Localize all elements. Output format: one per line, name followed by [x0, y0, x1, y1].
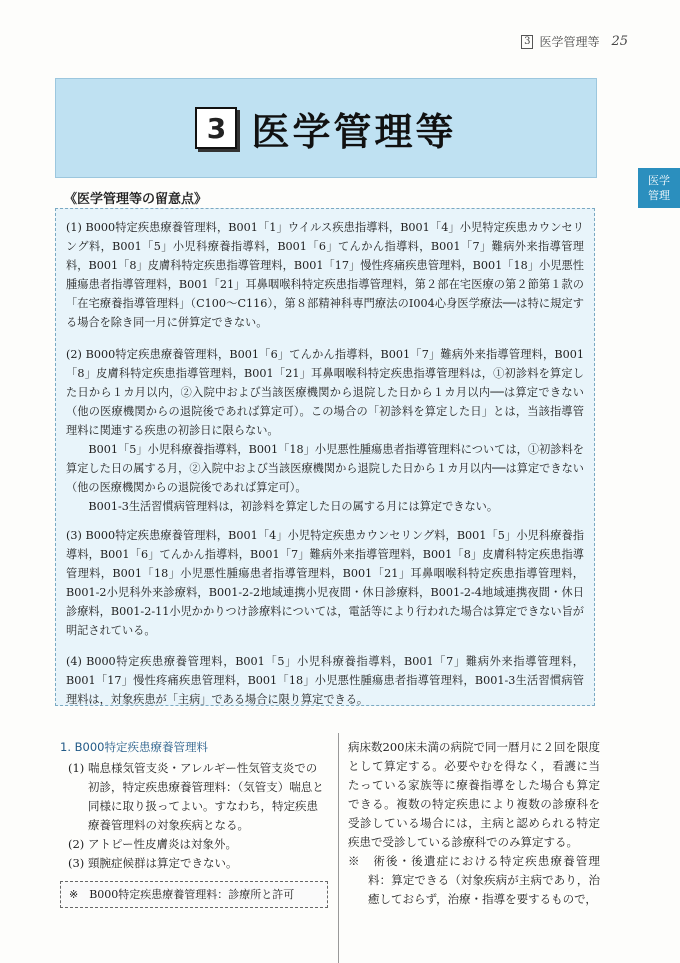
- section-1-item-2: (2) アトピー性皮膚炎は対象外。: [68, 837, 237, 851]
- note-item-1-text: (1) B000特定疾患療養管理料，B001「1」ウイルス疾患指導料，B001「4」小児特定疾患カウンセリング料，B001「5」小児科療養指導料，B001「6」てんかん指導料，B001「7」難病外来指導管理料，B001「8」皮膚科特定疾患指導管理料，B001「17」慢性疼痛疾患管理料，B001「18」小児悪性腫瘍患者指導管理料，B001「21」耳鼻咽喉科特定疾患指導管理料，第２部在宅医療の第２節第１款の「在宅療養指導管理料」（C100〜C116），第８部精神科専門療法のI004心身医学療法──は特に規定する場合を除き同一月に併算定できない。: [66, 221, 584, 329]
- side-index-tab: [638, 168, 680, 208]
- section-1-item-3: (3) 頸腕症候群は算定できない。: [68, 856, 238, 870]
- side-tab-line2: 管理: [648, 189, 670, 202]
- running-header-title: 医学管理等: [539, 35, 600, 49]
- column-divider: [338, 733, 339, 963]
- note-item-2-text3: B001-3生活習慣病管理料は，初診料を算定した日の属する月には算定できない。: [88, 500, 499, 513]
- chapter-title: 医学管理等: [251, 109, 457, 154]
- note-item-4: [66, 652, 584, 709]
- right-column: [348, 738, 600, 909]
- note-item-3: [66, 526, 584, 640]
- page-number: 25: [611, 34, 628, 49]
- note-item-3-text: (3) B000特定疾患療養管理料，B001「4」小児特定疾患カウンセリング料，B001「5」小児科療養指導料，B001「6」てんかん指導料，B001「7」難病外来指導管理料，B001「8」皮膚科特定疾患指導管理料，B001「18」小児悪性腫瘍患者指導管理料，B001「21」耳鼻咽喉科特定疾患指導管理料，B001-2小児科外来診療料，B001-2-2地域連携小児夜間・休日診療料，B001-2-4地域連携夜間・休日診療料，B001-2-11小児かかりつけ診療料については，電話等により行われた場合は算定できない旨が明記されている。: [66, 529, 584, 637]
- note-item-2-text: (2) B000特定疾患療養管理料，B001「6」てんかん指導料，B001「7」難病外来指導管理料，B001「8」皮膚科特定疾患指導管理料，B001「21」耳鼻咽喉科特定疾患指導管理料は，①初診料を算定した日から１カ月以内，②入院中および当該医療機関から退院した日から１カ月以内──は算定できない（他の医療機関からの退院後であれば算定可）。この場合の「初診料を算定した日」とは，当該指導管理料に関連する疾患の初診日に限らない。: [66, 348, 584, 437]
- right-column-para-2: ※ 術後・後遺症における特定疾患療養管理料：算定できる（対象疾病が主病であり，治癒しておらず，治療・指導を要するもので，: [348, 854, 600, 906]
- running-header: [521, 33, 628, 50]
- side-tab-line1: 医学: [648, 174, 670, 187]
- section-1-note-box: ※ B000特定疾患療養管理料：診療所と許可: [60, 881, 328, 908]
- note-item-2: [66, 345, 584, 516]
- section-1: [60, 738, 328, 908]
- right-column-para-1: 病床数200床未満の病院で同一暦月に２回を限度として算定する。必要やむを得なく，看護に当たっている家族等に療養指導をした場合も算定できる。複数の特定疾患により複数の診療科を受診している場合には，主病と認められる特定疾患で受診している診療科でのみ算定する。: [348, 740, 600, 849]
- note-item-4-text: (4) B000特定疾患療養管理料，B001「5」小児科療養指導料，B001「7」難病外来指導管理料，B001「17」慢性疼痛疾患管理料，B001「18」小児悪性腫瘍患者指導管理料，B001-3生活習慣病管理料は，対象疾患が「主病」である場合に限り算定できる。: [66, 655, 584, 706]
- chapter-banner: [55, 78, 597, 178]
- note-item-2-text2: B001「5」小児科療養指導料，B001「18」小児悪性腫瘍患者指導管理料については，①初診料を算定した日の属する月，②入院中および当該医療機関から退院した日から１カ月以内──は算定できない（他の医療機関からの退院後であれば算定可）。: [66, 443, 584, 494]
- section-1-heading: 1. B000特定疾患療養管理料: [60, 740, 208, 754]
- running-header-section-mark: 3: [521, 35, 533, 49]
- notes-heading: 《医学管理等の留意点》: [64, 192, 208, 207]
- section-1-item-1: (1) 喘息様気管支炎・アレルギー性気管支炎での初診，特定疾患療養管理料：（気管支）喘息と同様に取り扱ってよい。すなわち，特定疾患療養管理料の対象疾病となる。: [68, 761, 324, 832]
- note-item-1: [66, 218, 584, 332]
- chapter-number: 3: [195, 107, 237, 149]
